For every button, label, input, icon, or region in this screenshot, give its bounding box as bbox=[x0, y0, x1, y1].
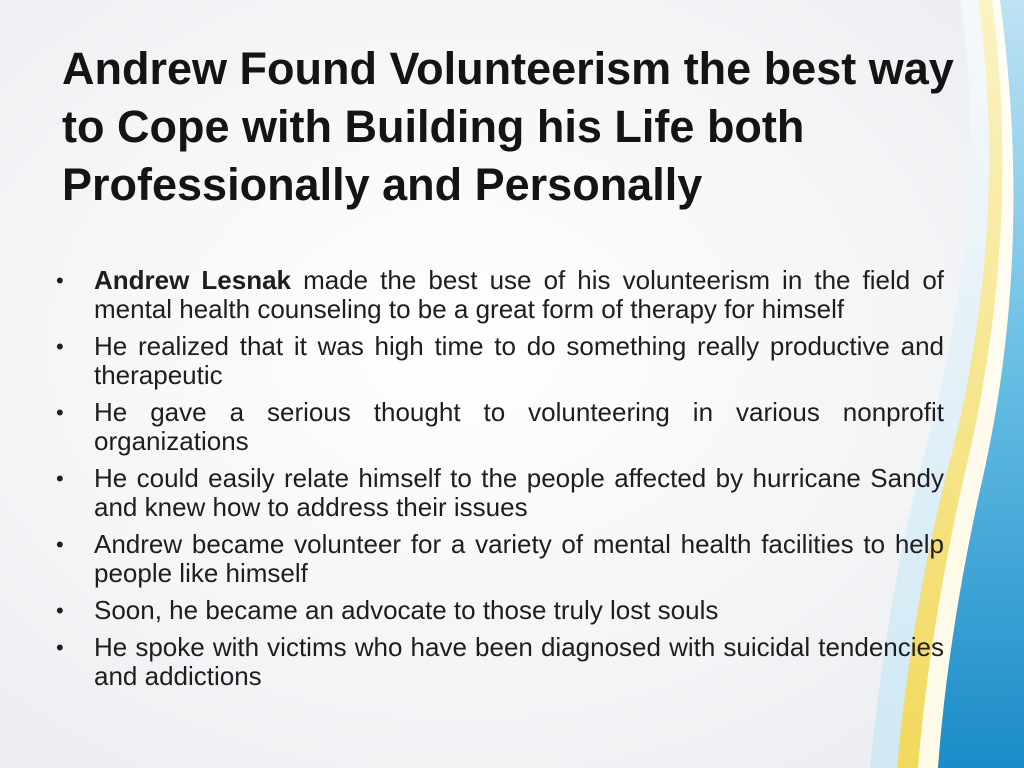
bullet-dot-icon: • bbox=[56, 466, 64, 491]
bullet-dot-icon: • bbox=[56, 268, 64, 293]
bullet-item bbox=[56, 266, 944, 324]
bullet-dot-icon: • bbox=[56, 400, 64, 425]
bullet-dot-icon: • bbox=[56, 334, 64, 359]
bullet-item bbox=[56, 398, 944, 456]
bullet-item bbox=[56, 633, 944, 691]
bullet-text: He spoke with victims who have been diagnosed with suicidal tendencies and addictions bbox=[94, 632, 944, 691]
bullet-dot-icon: • bbox=[56, 532, 64, 557]
bullet-text: Andrew became volunteer for a variety of mental health facilities to help people like himself bbox=[94, 529, 944, 588]
bullet-text: Soon, he became an advocate to those truly lost souls bbox=[94, 595, 719, 625]
bullet-item bbox=[56, 596, 944, 625]
person-name: Andrew Lesnak bbox=[94, 265, 292, 295]
bullet-text: made the best use of his volunteerism in the field of mental health counseling to be a great form of therapy for himself bbox=[94, 265, 945, 324]
slide-title: Andrew Found Volunteerism the best way to Cope with Building his Life both Professionally and Personally bbox=[62, 43, 954, 210]
bullet-dot-icon: • bbox=[56, 598, 64, 623]
bullet-dot-icon: • bbox=[56, 635, 64, 660]
bullet-item bbox=[56, 332, 944, 390]
bullet-item bbox=[56, 464, 944, 522]
bullet-text: He gave a serious thought to volunteering in various nonprofit organizations bbox=[94, 397, 944, 456]
bullet-text: He could easily relate himself to the people affected by hurricane Sandy and knew how to address their issues bbox=[94, 463, 944, 522]
bullet-text: He realized that it was high time to do something really productive and therapeutic bbox=[94, 331, 944, 390]
bullet-item bbox=[56, 530, 944, 588]
bullet-list bbox=[56, 266, 944, 699]
